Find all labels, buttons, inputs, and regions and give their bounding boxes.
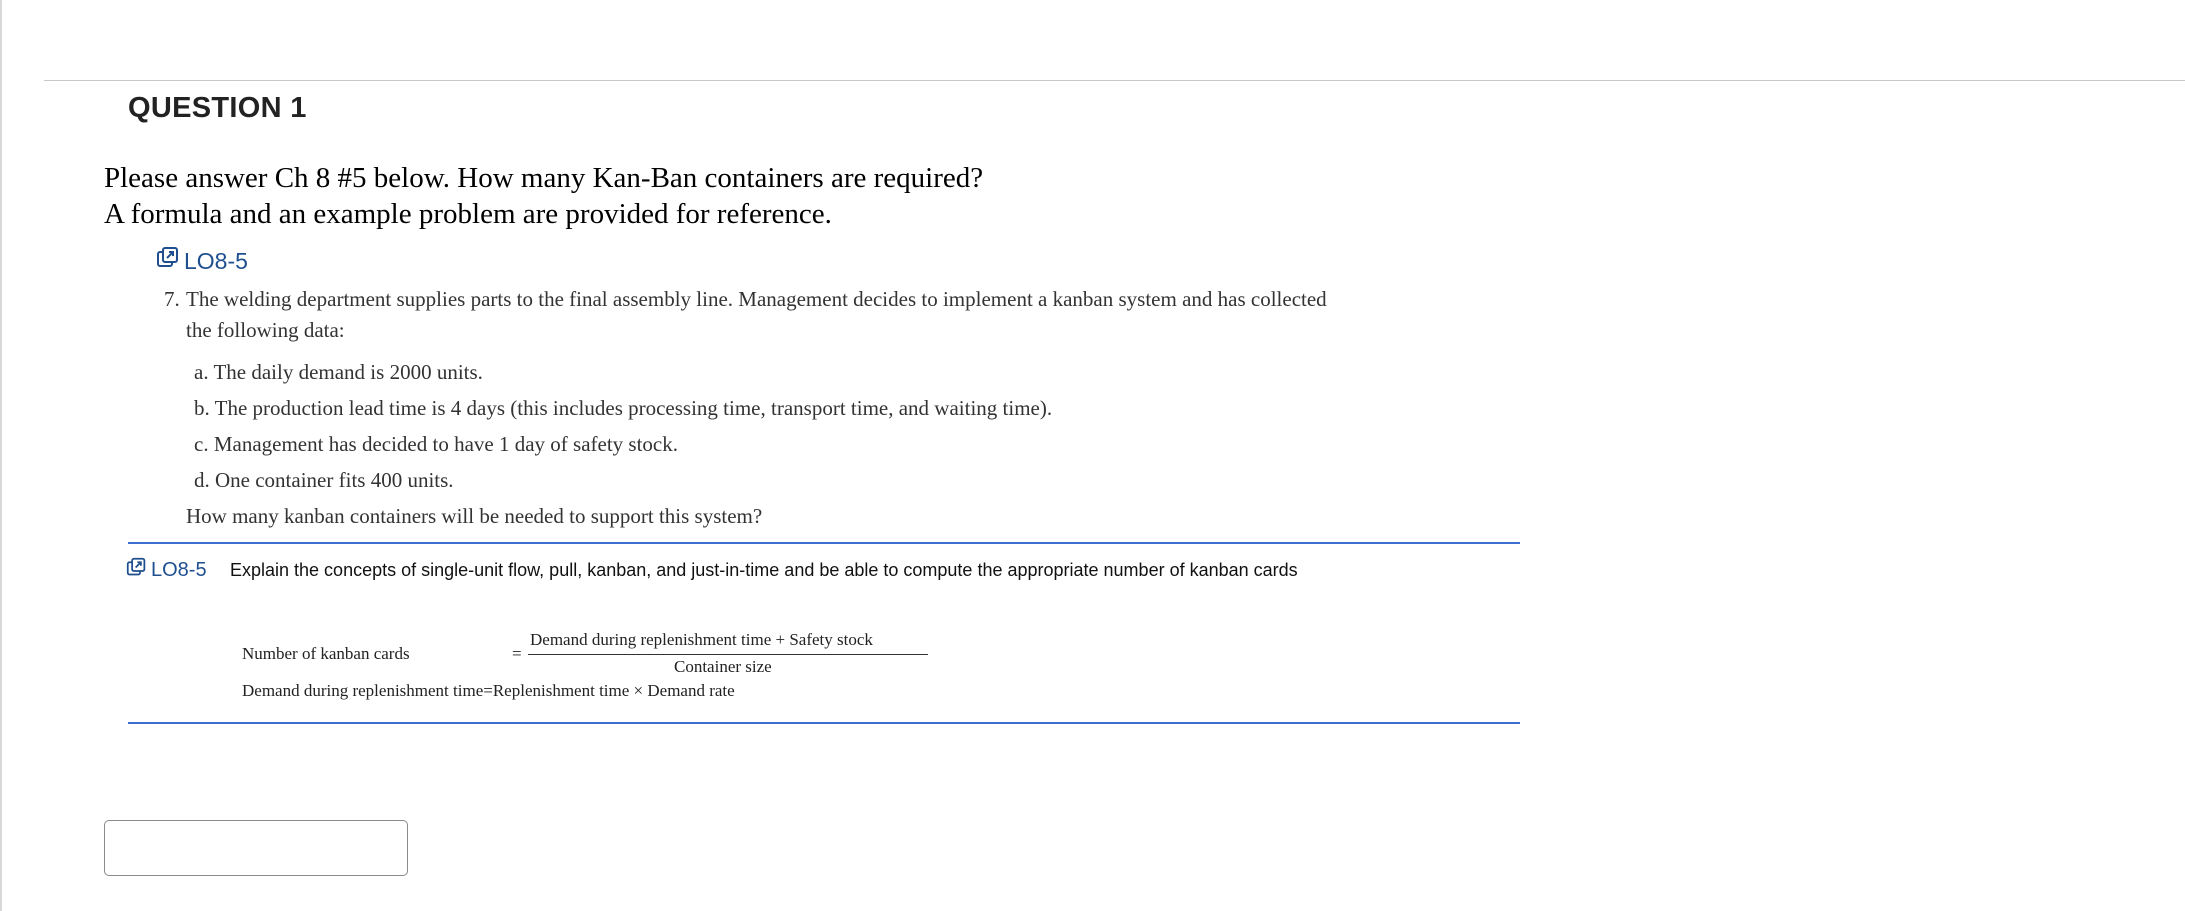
answer-input[interactable] <box>104 820 408 876</box>
lo-link-label: LO8-5 <box>184 247 248 274</box>
problem-data-list <box>194 354 1524 498</box>
problem-block <box>164 284 1524 534</box>
formula-denominator: Container size <box>674 657 772 676</box>
learning-objective-text: Explain the concepts of single-unit flow, pull, kanban, and just-in-time and be able to compute the appropriate number of kanban cards <box>230 560 1298 580</box>
question-title: QUESTION 1 <box>128 92 307 124</box>
external-link-icon <box>156 246 180 276</box>
external-link-icon <box>126 557 147 584</box>
lo-link-problem[interactable] <box>156 246 248 276</box>
lo-link-objective[interactable] <box>126 557 207 584</box>
objective-bottom-rule <box>128 722 1520 724</box>
problem-number: 7. <box>164 287 180 311</box>
question-prompt <box>104 160 983 232</box>
fraction-bar <box>528 654 928 655</box>
problem-stem-line-2: the following data: <box>186 318 345 342</box>
prompt-line-2: A formula and an example problem are provided for reference. <box>104 198 832 230</box>
formula-label: Number of kanban cards <box>242 644 410 663</box>
problem-question: How many kanban containers will be needed to support this system? <box>186 504 763 528</box>
top-divider <box>44 80 2185 81</box>
formula-line-2: Demand during replenishment time=Replenishment time × Demand rate <box>242 681 735 700</box>
problem-stem-line-1: The welding department supplies parts to the final assembly line. Management decides to implement a kanban system and has collected <box>186 287 1327 311</box>
left-border <box>0 0 2 911</box>
formula-equals: = <box>512 644 522 663</box>
objective-top-rule <box>128 542 1520 544</box>
prompt-line-1: Please answer Ch 8 #5 below. How many Kan-Ban containers are required? <box>104 162 984 194</box>
list-item: a. The daily demand is 2000 units. <box>194 360 483 384</box>
list-item: d. One container fits 400 units. <box>194 468 454 492</box>
problem-stem <box>164 284 1524 346</box>
formula-numerator: Demand during replenishment time + Safety stock <box>530 630 873 649</box>
list-item: b. The production lead time is 4 days (this includes processing time, transport time, and waiting time). <box>194 396 1053 420</box>
lo-link-label: LO8-5 <box>151 559 207 581</box>
list-item: c. Management has decided to have 1 day of safety stock. <box>194 432 678 456</box>
